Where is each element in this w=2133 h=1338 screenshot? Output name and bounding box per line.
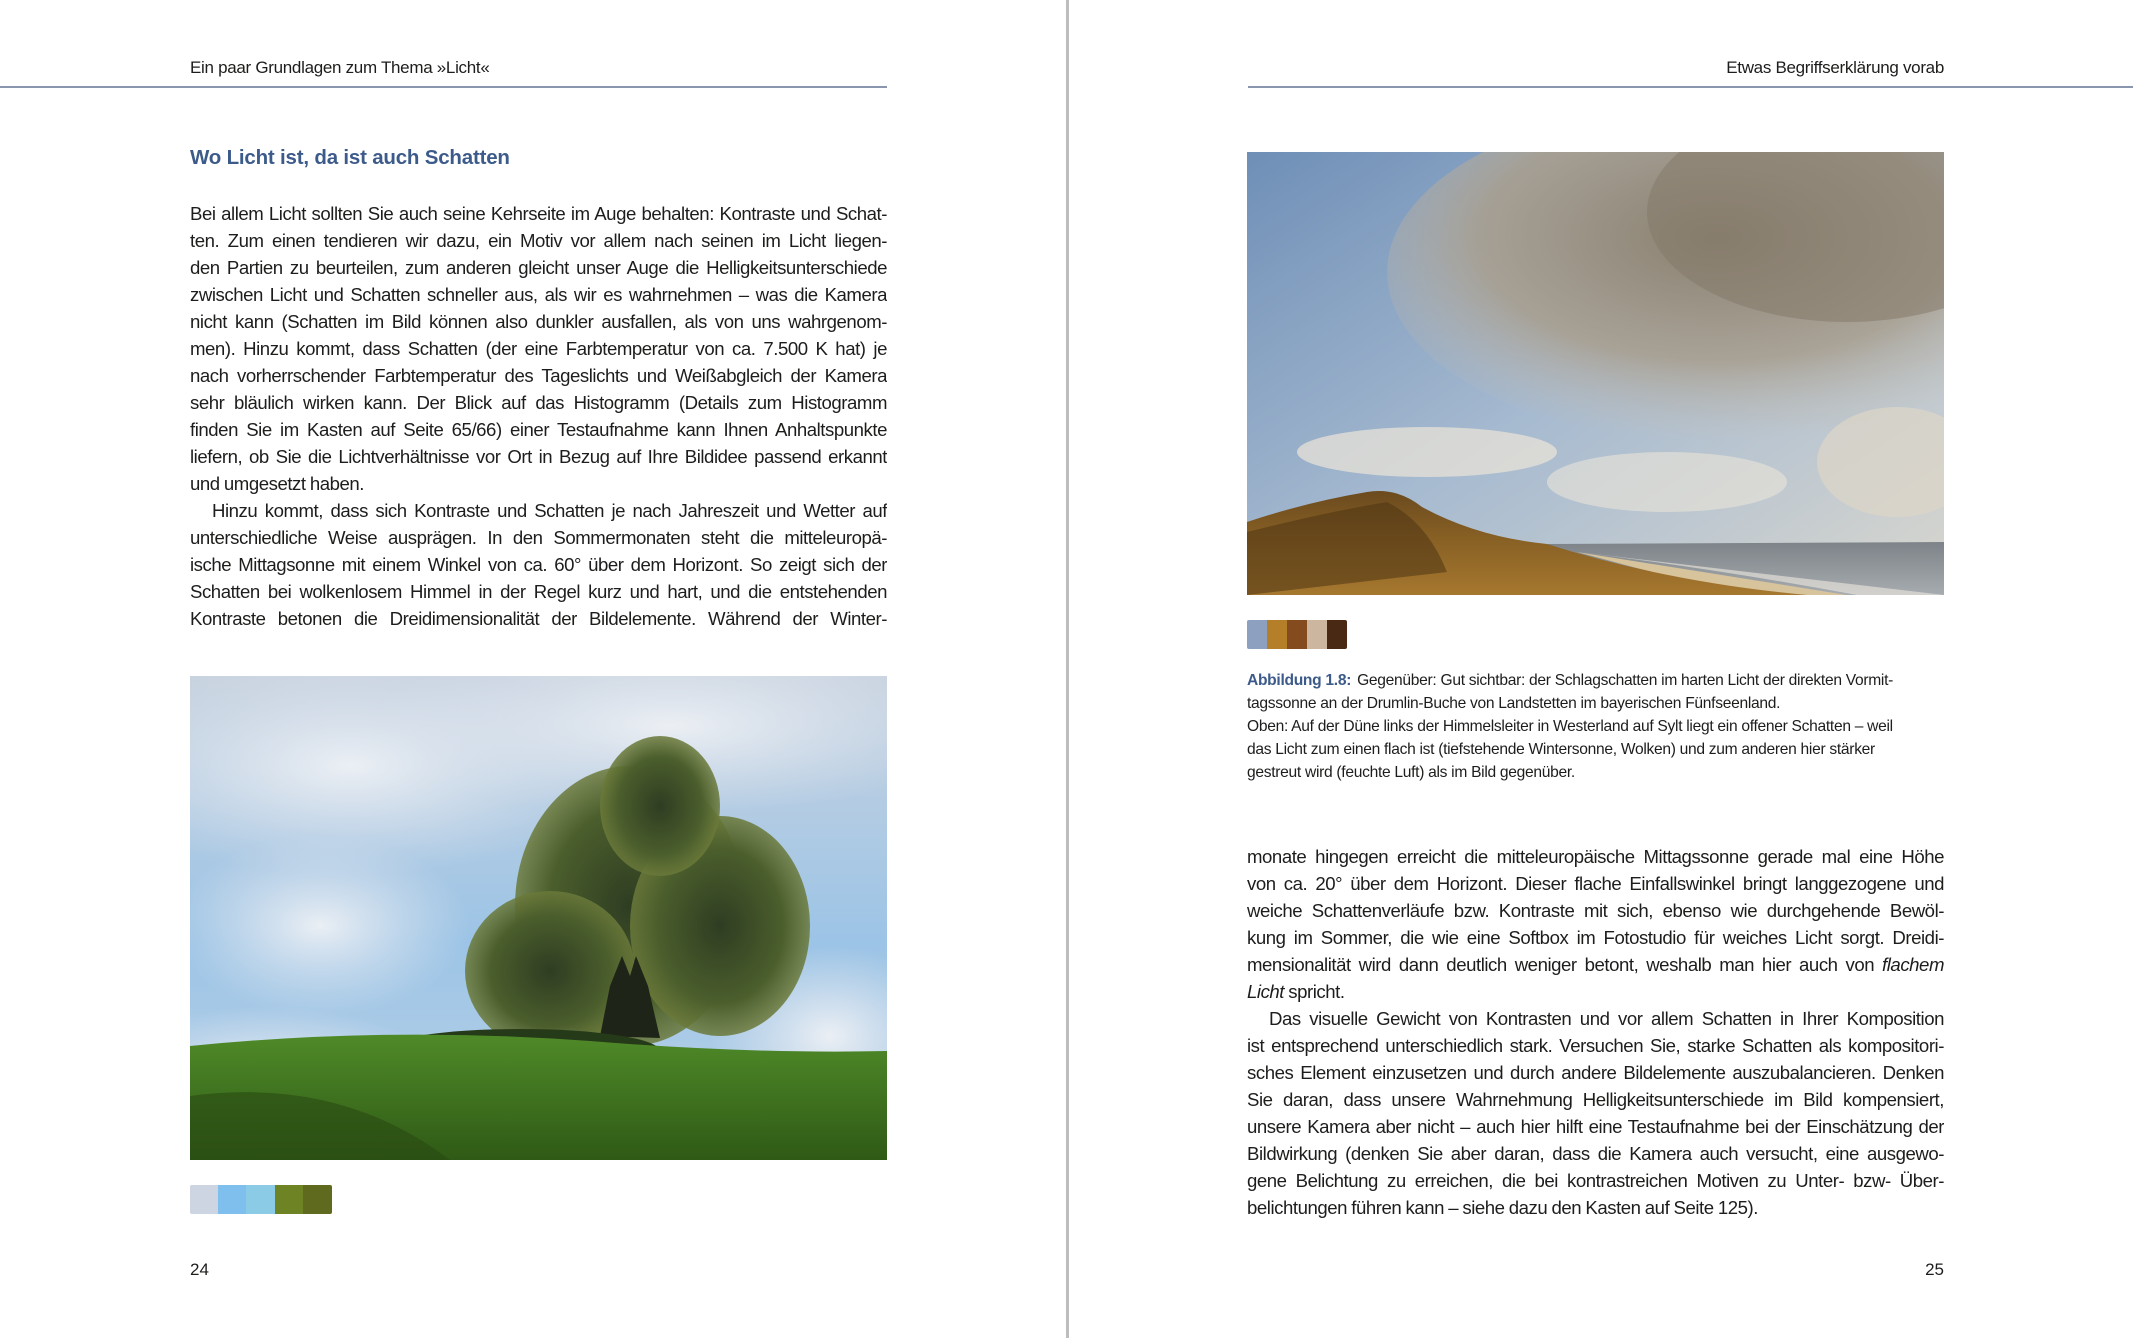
text-line: sches Element einzusetzen und durch andere Bildelemente auszubalancieren. Denken bbox=[1247, 1062, 1944, 1083]
text-line: und umgesetzt haben. bbox=[190, 473, 365, 494]
text-line: sehr bläulich wirken kann. Der Blick auf das Histogramm (Details zum Histogramm bbox=[190, 392, 887, 413]
text-line: zwischen Licht und Schatten schneller aus, als wir es wahrnehmen – was die Kamera bbox=[190, 284, 887, 305]
swatch bbox=[246, 1185, 275, 1214]
text-line: den Partien zu beurteilen, zum anderen gleicht unser Auge die Helligkeitsunterschiede bbox=[190, 257, 887, 278]
text-line: gene Belichtung zu erreichen, die bei kontrastreichen Motiven zu Unter- bzw- Über- bbox=[1247, 1170, 1944, 1191]
text-line: liefern, ob Sie die Lichtverhältnisse vor Ort in Bezug auf Ihre Bildidee passend erkannt bbox=[190, 446, 887, 467]
text-line: weiche Schattenverläufe bzw. Kontraste mit sich, ebenso wie durchgehende Bewöl- bbox=[1247, 900, 1944, 921]
text-line: Das visuelle Gewicht von Kontrasten und vor allem Schatten in Ihrer Komposition bbox=[1269, 1008, 1944, 1029]
running-head-right: Etwas Begriffserklärung vorab bbox=[1726, 58, 1944, 77]
body-text-left bbox=[190, 200, 887, 632]
running-head-left: Ein paar Grundlagen zum Thema »Licht« bbox=[190, 58, 490, 77]
paragraph bbox=[1247, 843, 1944, 1005]
text-line: finden Sie im Kasten auf Seite 65/66) einer Testaufnahme kann Ihnen Anhaltspunkte bbox=[190, 419, 887, 440]
text-line: nach vorherrschender Farbtemperatur des Tageslichts und Weißabgleich der Kamera bbox=[190, 365, 887, 386]
text-line: men). Hinzu kommt, dass Schatten (der eine Farbtemperatur von ca. 7.500 K hat) je bbox=[190, 338, 887, 359]
text-line: ten. Zum einen tendieren wir dazu, ein Motiv vor allem nach seinen im Licht liegen- bbox=[190, 230, 887, 251]
emphasis: Licht bbox=[1247, 981, 1285, 1002]
text-line: unterschiedliche Weise ausprägen. In den Sommermonaten steht die mitteleuropä- bbox=[190, 527, 887, 548]
swatch bbox=[1327, 620, 1347, 649]
caption-line: tagssonne an der Drumlin-Buche von Landstetten im bayerischen Fünfseenland. bbox=[1247, 695, 1781, 712]
header-rule-right bbox=[1248, 86, 2133, 88]
figure-caption bbox=[1247, 669, 1944, 784]
swatch bbox=[1247, 620, 1267, 649]
figure-label: Abbildung 1.8: bbox=[1247, 672, 1352, 689]
text-line: Schatten bei wolkenlosem Himmel in der Regel kurz und hart, und die entstehenden bbox=[190, 581, 887, 602]
swatch bbox=[190, 1185, 218, 1214]
body-text-right bbox=[1247, 843, 1944, 1221]
header-rule-left bbox=[0, 86, 887, 88]
paragraph bbox=[190, 200, 887, 497]
swatch bbox=[1267, 620, 1287, 649]
text-line: Bei allem Licht sollten Sie auch seine Kehrseite im Auge behalten: Kontraste und Schat- bbox=[190, 203, 887, 224]
dune-photo-illustration bbox=[1247, 152, 1944, 595]
text-line bbox=[1247, 951, 1944, 978]
text-line: Sie daran, dass unsere Wahrnehmung Helligkeitsunterschiede im Bild kompensiert, bbox=[1247, 1089, 1944, 1110]
swatch bbox=[1287, 620, 1307, 649]
swatch bbox=[218, 1185, 246, 1214]
text-line: belichtungen führen kann – siehe dazu den Kasten auf Seite 125). bbox=[1247, 1197, 1758, 1218]
paragraph bbox=[1247, 1005, 1944, 1221]
swatch bbox=[303, 1185, 332, 1214]
color-palette-right bbox=[1247, 620, 1347, 649]
tree-photo-illustration bbox=[190, 676, 887, 1160]
caption-line: Oben: Auf der Düne links der Himmelsleiter in Westerland auf Sylt liegt ein offener Schatten – weil bbox=[1247, 718, 1893, 735]
color-palette-left bbox=[190, 1185, 332, 1214]
text-line: kung im Sommer, die wie eine Softbox im Fotostudio für weiches Licht sorgt. Dreidi- bbox=[1247, 927, 1944, 948]
text-segment: spricht. bbox=[1288, 981, 1345, 1002]
caption-line: das Licht zum einen flach ist (tiefstehende Wintersonne, Wolken) und zum anderen hier stärker bbox=[1247, 741, 1875, 758]
text-line: monate hingegen erreicht die mitteleuropäische Mittagssonne gerade mal eine Höhe bbox=[1247, 846, 1944, 867]
text-segment: mensionalität wird dann deutlich weniger betont, weshalb man hier auch von bbox=[1247, 954, 1875, 975]
caption-line: gestreut wird (feuchte Luft) als im Bild gegenüber. bbox=[1247, 764, 1575, 781]
text-line: unsere Kamera aber nicht – auch hier hilft eine Testaufnahme bei der Einschätzung der bbox=[1247, 1116, 1944, 1137]
caption-line bbox=[1247, 669, 1944, 692]
section-heading: Wo Licht ist, da ist auch Schatten bbox=[190, 146, 510, 169]
text-line: Kontraste betonen die Dreidimensionalität der Bildelemente. Während der Winter- bbox=[190, 608, 887, 629]
left-page bbox=[0, 0, 1066, 1338]
text-line: von ca. 20° über dem Horizont. Dieser flache Einfallswinkel bringt langgezogene und bbox=[1247, 873, 1944, 894]
text-line: Hinzu kommt, dass sich Kontraste und Schatten je nach Jahreszeit und Wetter auf bbox=[212, 500, 887, 521]
text-line: ist entsprechend unterschiedlich stark. Versuchen Sie, starke Schatten als kompositori- bbox=[1247, 1035, 1944, 1056]
swatch bbox=[275, 1185, 303, 1214]
photo-dune-sylt bbox=[1247, 152, 1944, 595]
emphasis: flachem bbox=[1882, 954, 1944, 975]
paragraph bbox=[190, 497, 887, 632]
text-line: ische Mittagsonne mit einem Winkel von ca. 60° über dem Horizont. So zeigt sich der bbox=[190, 554, 887, 575]
text-line bbox=[1247, 978, 1944, 1005]
photo-beech-tree bbox=[190, 676, 887, 1160]
text-line: Bildwirkung (denken Sie aber daran, dass die Kamera auch versucht, eine ausgewo- bbox=[1247, 1143, 1944, 1164]
caption-text: Gegenüber: Gut sichtbar: der Schlagschatten im harten Licht der direkten Vormit- bbox=[1357, 672, 1894, 689]
page-number-right: 25 bbox=[1925, 1260, 1944, 1279]
swatch bbox=[1307, 620, 1327, 649]
page-number-left: 24 bbox=[190, 1260, 209, 1279]
text-line: nicht kann (Schatten im Bild können also dunkler ausfallen, als von uns wahrgenom- bbox=[190, 311, 887, 332]
